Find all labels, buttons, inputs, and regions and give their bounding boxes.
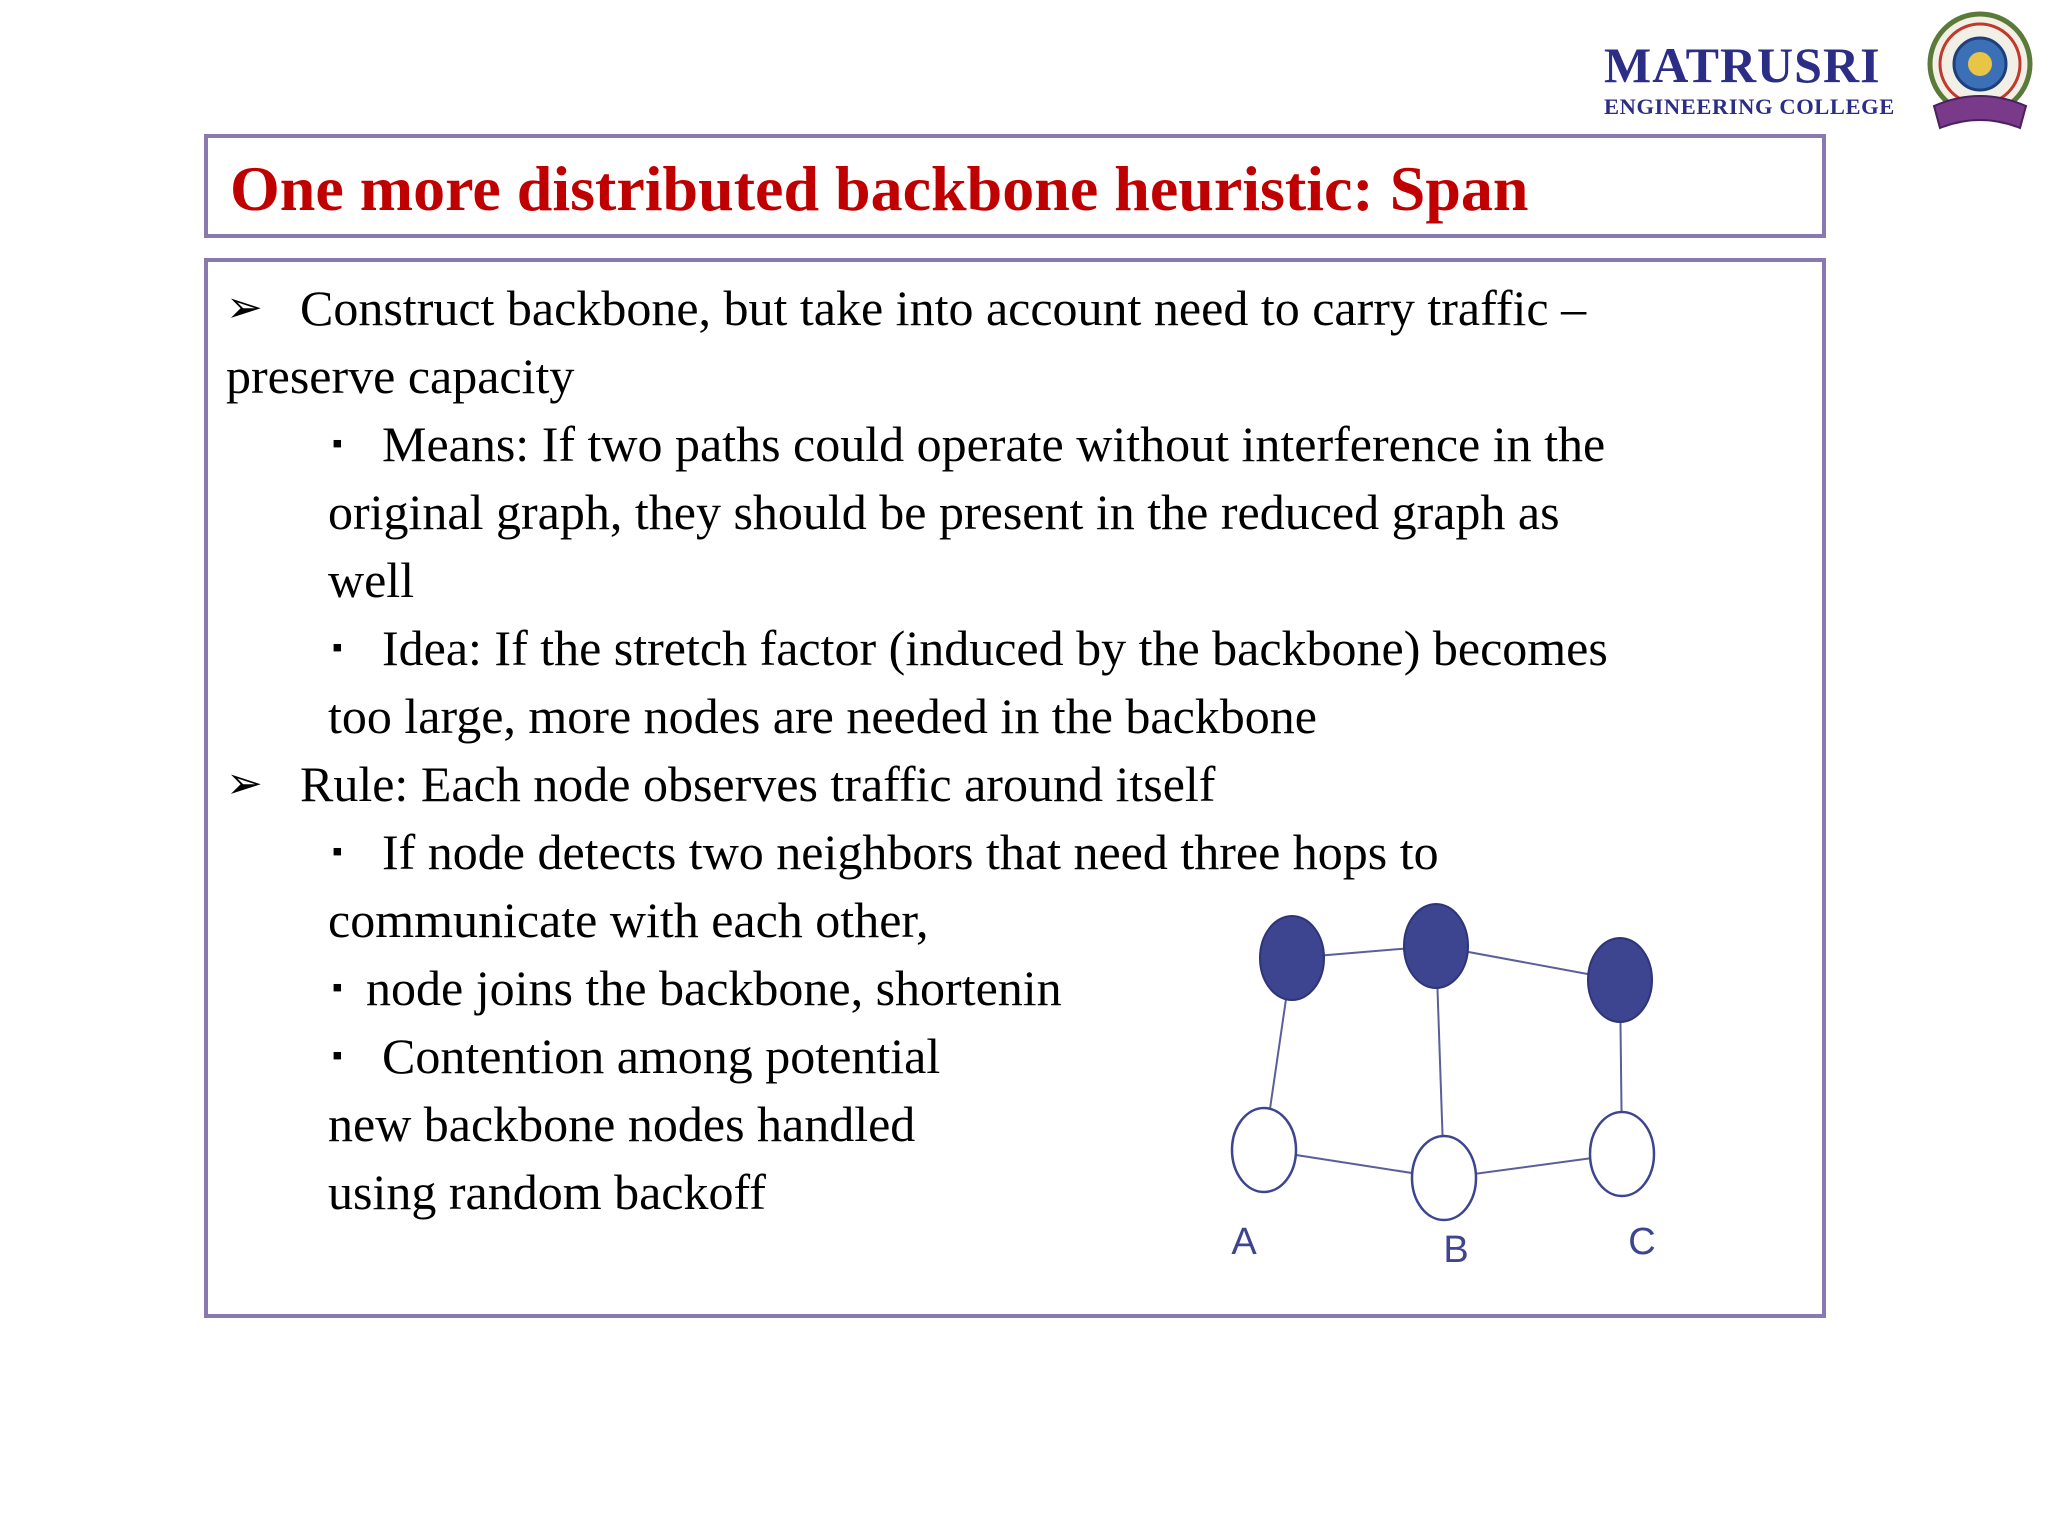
bullet-line: Rule: Each node observes traffic around itself: [300, 756, 1216, 812]
node-a: [1232, 1108, 1296, 1192]
node-label-b: B: [1443, 1229, 1469, 1268]
slide-title: One more distributed backbone heuristic: Span: [230, 153, 1529, 224]
bullet-line: new backbone nodes handled: [328, 1096, 916, 1152]
square-bullet-icon: ▪: [332, 971, 343, 1004]
bullet-line: original graph, they should be present in the reduced graph as: [328, 484, 1560, 540]
backbone-node: [1588, 938, 1652, 1022]
backbone-network-diagram: [1198, 888, 1678, 1268]
square-bullet-icon: ▪: [332, 835, 343, 868]
bullet-line: Construct backbone, but take into account need to carry traffic –: [300, 280, 1587, 336]
square-bullet-icon: ▪: [332, 427, 343, 460]
bullet-line: using random backoff: [328, 1164, 766, 1220]
square-bullet-icon: ▪: [332, 1039, 343, 1072]
bullet-line: too large, more nodes are needed in the backbone: [328, 688, 1317, 744]
bullet-line: well: [328, 552, 415, 608]
bullet-line: node joins the backbone, shortenin: [366, 960, 1062, 1016]
node-label-c: C: [1628, 1221, 1656, 1263]
bullet-line: Means: If two paths could operate without interference in the: [382, 416, 1606, 472]
bullet-line: Idea: If the stretch factor (induced by the backbone) becomes: [382, 620, 1608, 676]
logo-name: MATRUSRI: [1604, 37, 1881, 93]
bullet-line: communicate with each other,: [328, 892, 929, 948]
backbone-node: [1404, 904, 1468, 988]
title-frame: [204, 134, 1826, 238]
college-emblem-icon: [1920, 6, 2040, 141]
arrow-bullet-icon: ➢: [226, 759, 263, 808]
bullet-line: preserve capacity: [226, 348, 575, 404]
square-bullet-icon: ▪: [332, 631, 343, 664]
arrow-bullet-icon: ➢: [226, 283, 263, 332]
node-label-a: A: [1231, 1221, 1257, 1263]
college-logo: [1590, 6, 2045, 141]
node-b: [1412, 1136, 1476, 1220]
bullet-line: If node detects two neighbors that need three hops to: [382, 824, 1439, 880]
bullet-line: Contention among potential: [382, 1028, 941, 1084]
backbone-node: [1260, 916, 1324, 1000]
logo-subtitle: ENGINEERING COLLEGE: [1604, 94, 1895, 119]
node-c: [1590, 1112, 1654, 1196]
network-graph: [1198, 888, 1678, 1268]
